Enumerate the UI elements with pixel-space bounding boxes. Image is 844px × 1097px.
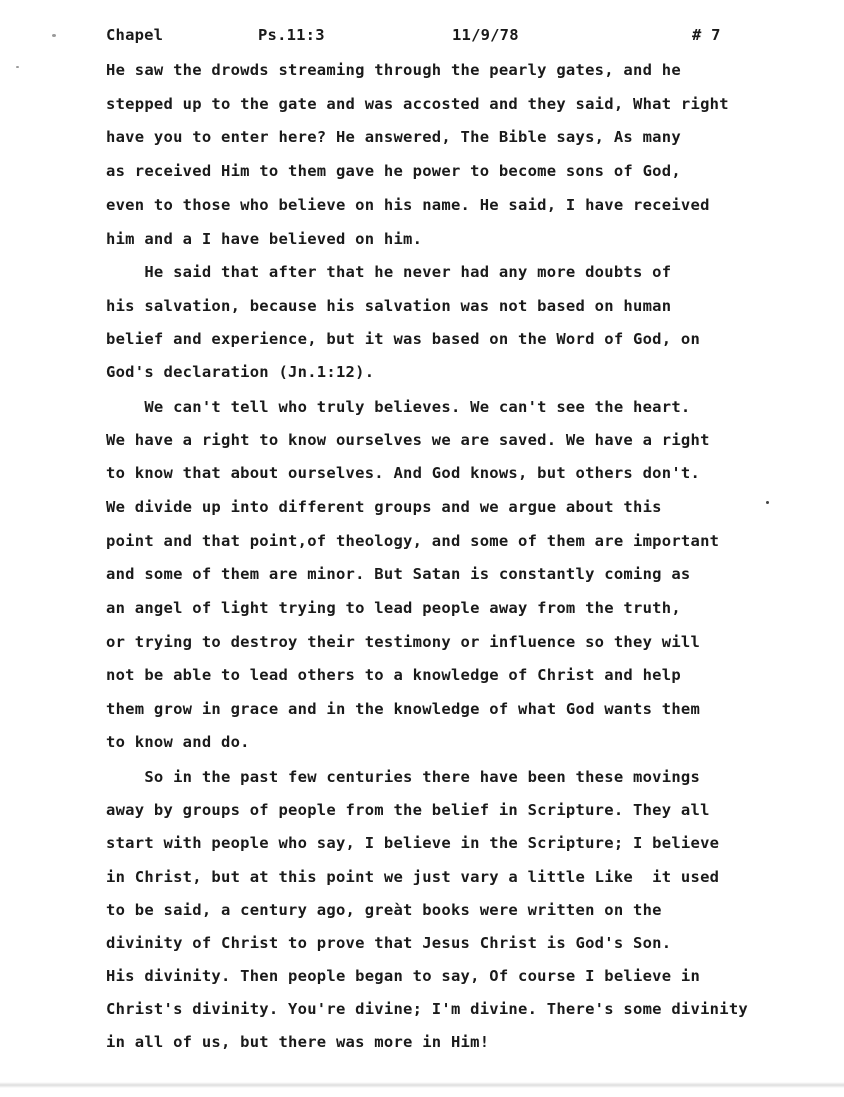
header-chapel: Chapel <box>106 26 164 44</box>
text-line: in Christ, but at this point we just vary a little Like it used <box>106 868 720 886</box>
text-line: Christ's divinity. You're divine; I'm divine. There's some divinity <box>106 1000 748 1018</box>
text-line: have you to enter here? He answered, The Bible says, As many <box>106 128 681 146</box>
header-page-number: # 7 <box>692 26 721 44</box>
text-line: an angel of light trying to lead people away from the truth, <box>106 599 681 617</box>
text-line: divinity of Christ to prove that Jesus Christ is God's Son. <box>106 934 672 952</box>
text-line: his salvation, because his salvation was not based on human <box>106 297 672 315</box>
header-date: 11/9/78 <box>452 26 519 44</box>
text-line: or trying to destroy their testimony or influence so they will <box>106 633 701 651</box>
text-line: We have a right to know ourselves we are saved. We have a right <box>106 431 710 449</box>
text-line: him and a I have believed on him. <box>106 230 423 248</box>
text-line: His divinity. Then people began to say, Of course I believe in <box>106 967 701 985</box>
text-line: stepped up to the gate and was accosted and they said, What right <box>106 95 729 113</box>
text-line: to be said, a century ago, greàt books were written on the <box>106 901 662 919</box>
text-line: to know and do. <box>106 733 250 751</box>
text-line: as received Him to them gave he power to become sons of God, <box>106 162 681 180</box>
scan-edge-shadow <box>0 1082 844 1088</box>
text-line: away by groups of people from the belief in Scripture. They all <box>106 801 710 819</box>
text-line: them grow in grace and in the knowledge of what God wants them <box>106 700 701 718</box>
text-line: not be able to lead others to a knowledge of Christ and help <box>106 666 681 684</box>
text-line: and some of them are minor. But Satan is constantly coming as <box>106 565 691 583</box>
text-line: point and that point,of theology, and some of them are important <box>106 532 720 550</box>
text-line: belief and experience, but it was based on the Word of God, on <box>106 330 701 348</box>
text-line: in all of us, but there was more in Him! <box>106 1033 490 1051</box>
text-line: to know that about ourselves. And God knows, but others don't. <box>106 464 701 482</box>
text-line: start with people who say, I believe in the Scripture; I believe <box>106 834 720 852</box>
scan-speck <box>16 66 19 68</box>
text-line: God's declaration (Jn.1:12). <box>106 363 375 381</box>
text-line: We can't tell who truly believes. We can't see the heart. <box>106 398 691 416</box>
text-line: even to those who believe on his name. He said, I have received <box>106 196 710 214</box>
scan-speck <box>766 501 769 504</box>
header-scripture-reference: Ps.11:3 <box>258 26 325 44</box>
text-line: We divide up into different groups and we argue about this <box>106 498 662 516</box>
scan-speck <box>52 34 56 37</box>
text-line: He said that after that he never had any more doubts of <box>106 263 672 281</box>
text-line: He saw the drowds streaming through the pearly gates, and he <box>106 61 681 79</box>
text-line: So in the past few centuries there have been these movings <box>106 768 701 786</box>
